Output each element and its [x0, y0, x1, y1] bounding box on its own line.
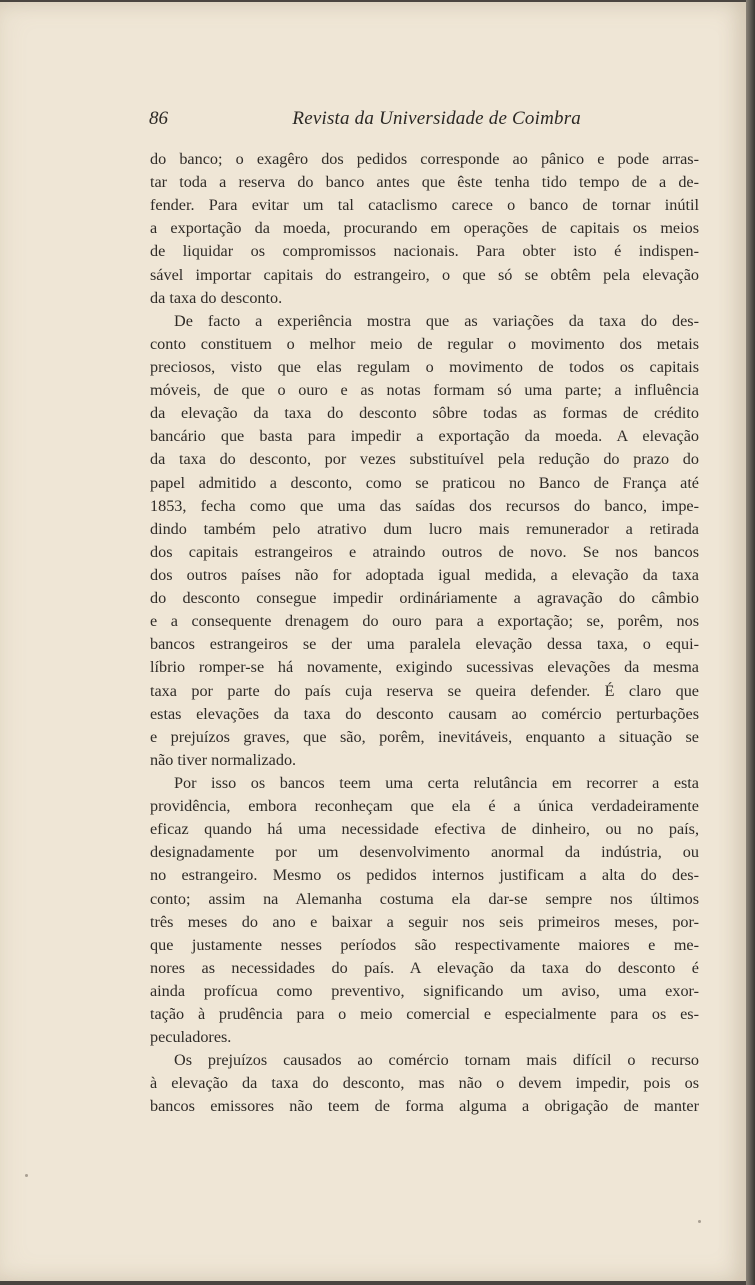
text-line: eficaz quando há uma necessidade efectiva de dinheiro, ou no país,	[150, 820, 699, 839]
text-line: móveis, de que o ouro e as notas formam só uma parte; a influência	[150, 381, 699, 400]
text-line: tar toda a reserva do banco antes que êste tenha tido tempo de a de-	[150, 173, 699, 192]
text-line: estas elevações da taxa do desconto causam ao comércio perturbações	[150, 704, 699, 723]
text-line: dindo também pelo atrativo dum lucro mais remunerador a retirada	[150, 519, 699, 538]
book-page	[0, 2, 746, 1281]
text-line: que justamente nesses períodos são respectivamente maiores e me-	[150, 935, 699, 954]
text-line: designadamente por um desenvolvimento anormal da indústria, ou	[150, 843, 699, 862]
text-line: e a consequente drenagem do ouro para a exportação; se, porêm, nos	[150, 612, 699, 631]
text-line: providência, embora reconheçam que ela é a única verdadeiramente	[150, 797, 699, 816]
text-line: fender. Para evitar um tal cataclismo carece o banco de tornar inútil	[150, 196, 699, 215]
body-text	[150, 148, 699, 1119]
paper-speck	[25, 1174, 28, 1177]
text-line: de liquidar os compromissos nacionais. Para obter isto é indispen-	[150, 242, 699, 261]
paragraph-start-line: Por isso os bancos teem uma certa relutância em recorrer a esta	[174, 773, 699, 792]
text-line: nores as necessidades do país. A elevação da taxa do desconto é	[150, 958, 699, 977]
page-edge	[746, 0, 755, 1285]
text-line: dos outros países não for adoptada igual medida, a elevação da taxa	[150, 565, 699, 584]
page-header	[149, 108, 581, 136]
text-line: bancário que basta para impedir a exportação da moeda. A elevação	[150, 427, 699, 446]
text-line: peculadores.	[150, 1028, 232, 1047]
text-line: papel admitido a desconto, como se praticou no Banco de França até	[150, 473, 699, 492]
text-line: conto constituem o melhor meio de regular o movimento dos metais	[150, 334, 699, 353]
page-number: 86	[149, 108, 168, 129]
text-line: ainda profícua como preventivo, significando um aviso, uma exor-	[150, 981, 699, 1000]
text-line: da elevação da taxa do desconto sôbre todas as formas de crédito	[150, 404, 699, 423]
text-line: à elevação da taxa do desconto, mas não o devem impedir, pois os	[150, 1074, 699, 1093]
text-line: não tiver normalizado.	[150, 750, 297, 769]
text-line: bancos emissores não teem de forma alguma a obrigação de manter	[150, 1097, 699, 1116]
text-line: a exportação da moeda, procurando em operações de capitais os meios	[150, 219, 699, 238]
text-line: sável importar capitais do estrangeiro, o que só se obtêm pela elevação	[150, 265, 699, 284]
text-line: líbrio romper-se há novamente, exigindo sucessivas elevações da mesma	[150, 658, 699, 677]
text-line: três meses do ano e baixar a seguir nos seis primeiros meses, por-	[150, 912, 699, 931]
text-line: do banco; o exagêro dos pedidos corresponde ao pânico e pode arras-	[150, 150, 699, 168]
text-line: da taxa do desconto, por vezes substituível pela redução do prazo do	[150, 450, 699, 469]
text-line: dos capitais estrangeiros e atraindo outros de novo. Se nos bancos	[150, 542, 699, 561]
text-line: e prejuízos graves, que são, porêm, inevitáveis, enquanto a situação se	[150, 727, 699, 746]
running-title: Revista da Universidade de Coimbra	[292, 108, 581, 129]
text-line: no estrangeiro. Mesmo os pedidos internos justificam a alta do des-	[150, 866, 699, 885]
text-line: preciosos, visto que elas regulam o movimento de todos os capitais	[150, 357, 699, 376]
paragraph-start-line: Os prejuízos causados ao comércio tornam mais difícil o recurso	[174, 1051, 699, 1070]
text-line: tação à prudência para o meio comercial e especialmente para os es-	[150, 1005, 699, 1024]
text-line: conto; assim na Alemanha costuma ela dar-se sempre nos últimos	[150, 889, 699, 908]
text-line: do desconto consegue impedir ordináriamente a agravação do câmbio	[150, 589, 699, 608]
text-line: 1853, fecha como que uma das saídas dos recursos do banco, impe-	[150, 496, 699, 515]
text-line: bancos estrangeiros se der uma paralela elevação dessa taxa, o equi-	[150, 635, 699, 654]
text-line: taxa por parte do país cuja reserva se queira defender. É claro que	[150, 681, 699, 700]
paper-speck	[698, 1220, 701, 1223]
text-line: da taxa do desconto.	[150, 288, 283, 307]
paragraph-start-line: De facto a experiência mostra que as variações da taxa do des-	[174, 311, 699, 330]
